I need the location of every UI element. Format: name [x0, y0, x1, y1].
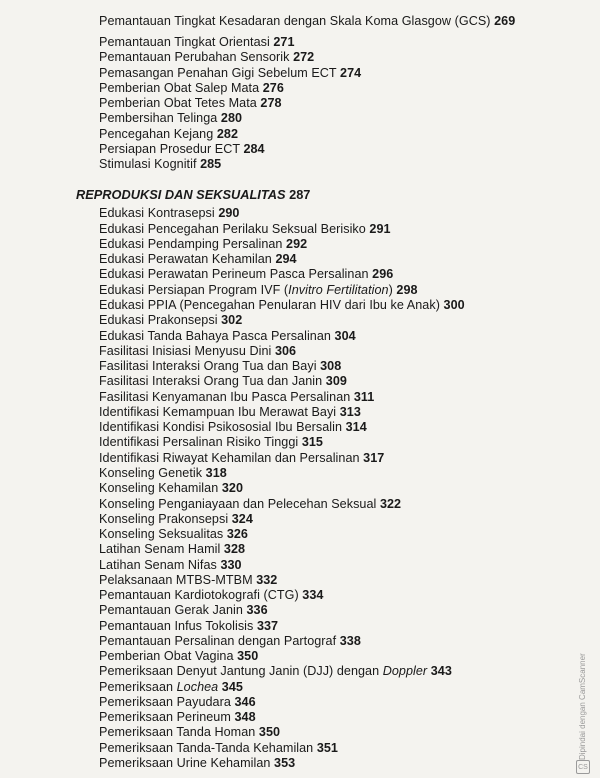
toc-entry: Stimulasi Kognitif 285 [99, 157, 222, 171]
toc-entry: Pemantauan Kardiotokografi (CTG) 334 [99, 588, 324, 602]
toc-entry: Pemeriksaan Tanda-Tanda Kehamilan 351 [99, 741, 338, 755]
toc-entry: Pemberian Obat Tetes Mata 278 [99, 96, 282, 110]
toc-entry: Identifikasi Persalinan Risiko Tinggi 315 [99, 435, 323, 449]
toc-entry: Pemeriksaan Denyut Jantung Janin (DJJ) dengan Doppler 343 [99, 664, 452, 678]
toc-entry: Identifikasi Riwayat Kehamilan dan Persalinan 317 [99, 451, 385, 465]
toc-entry: Edukasi Pencegahan Perilaku Seksual Berisiko 291 [99, 222, 391, 236]
toc-entry: Pemasangan Penahan Gigi Sebelum ECT 274 [99, 66, 362, 80]
toc-entry: Edukasi Kontrasepsi 290 [99, 206, 240, 220]
toc-entry: Latihan Senam Hamil 328 [99, 542, 246, 556]
toc-entry: Pemberian Obat Salep Mata 276 [99, 81, 284, 95]
toc-entry: Fasilitasi Interaksi Orang Tua dan Bayi 308 [99, 359, 342, 373]
toc-entry: Pemantauan Persalinan dengan Partograf 338 [99, 634, 361, 648]
toc-entry: Fasilitasi Kenyamanan Ibu Pasca Persalinan 311 [99, 390, 375, 404]
toc-entry: Pemantauan Infus Tokolisis 337 [99, 619, 279, 633]
toc-entry: Pemeriksaan Tanda Homan 350 [99, 725, 281, 739]
toc-entry: Latihan Senam Nifas 330 [99, 558, 242, 572]
toc-entry: Edukasi PPIA (Pencegahan Penularan HIV dari Ibu ke Anak) 300 [99, 298, 465, 312]
toc-entry: Fasilitasi Interaksi Orang Tua dan Janin 309 [99, 374, 347, 388]
toc-entry: Pencegahan Kejang 282 [99, 127, 239, 141]
toc-entry: Edukasi Pendamping Persalinan 292 [99, 237, 308, 251]
toc-entry: Edukasi Perawatan Kehamilan 294 [99, 252, 297, 266]
toc-entry: Konseling Prakonsepsi 324 [99, 512, 253, 526]
scanner-watermark: Dipindai dengan CamScanner [578, 653, 587, 760]
toc-entry: Pelaksanaan MTBS-MTBM 332 [99, 573, 278, 587]
toc-entry: Pemantauan Gerak Janin 336 [99, 603, 268, 617]
toc-entry: Konseling Penganiayaan dan Pelecehan Seksual 322 [99, 497, 402, 511]
toc-entry: Edukasi Perawatan Perineum Pasca Persalinan 296 [99, 267, 394, 281]
toc-entry: Pemantauan Perubahan Sensorik 272 [99, 50, 315, 64]
toc-entry: Pemeriksaan Urine Kehamilan 353 [99, 756, 296, 770]
toc-entry: Pembersihan Telinga 280 [99, 111, 243, 125]
toc-entry: Edukasi Persiapan Program IVF (Invitro Fertilitation) 298 [99, 283, 418, 297]
toc-entry: Konseling Seksualitas 326 [99, 527, 248, 541]
toc-entry: Pemeriksaan Payudara 346 [99, 695, 256, 709]
toc-entry: Pemeriksaan Perineum 348 [99, 710, 256, 724]
toc-entry: Edukasi Prakonsepsi 302 [99, 313, 243, 327]
toc-entry: Konseling Kehamilan 320 [99, 481, 244, 495]
toc-entry: Identifikasi Kemampuan Ibu Merawat Bayi 313 [99, 405, 361, 419]
toc-entry: Persiapan Prosedur ECT 284 [99, 142, 265, 156]
toc-entry: Pemantauan Tingkat Orientasi 271 [99, 35, 295, 49]
toc-entry: Pemeriksaan Lochea 345 [99, 680, 243, 694]
toc-entry: Pemberian Obat Vagina 350 [99, 649, 259, 663]
camscanner-logo: CS [576, 760, 590, 774]
toc-entry: Konseling Genetik 318 [99, 466, 227, 480]
section-heading: REPRODUKSI DAN SEKSUALITAS 287 [76, 187, 311, 202]
toc-entry: Identifikasi Kondisi Psikososial Ibu Bersalin 314 [99, 420, 367, 434]
toc-entry: Pemantauan Tingkat Kesadaran dengan Skala Koma Glasgow (GCS) 269 [99, 14, 516, 28]
toc-entry: Fasilitasi Inisiasi Menyusu Dini 306 [99, 344, 297, 358]
toc-entry: Edukasi Tanda Bahaya Pasca Persalinan 304 [99, 329, 356, 343]
